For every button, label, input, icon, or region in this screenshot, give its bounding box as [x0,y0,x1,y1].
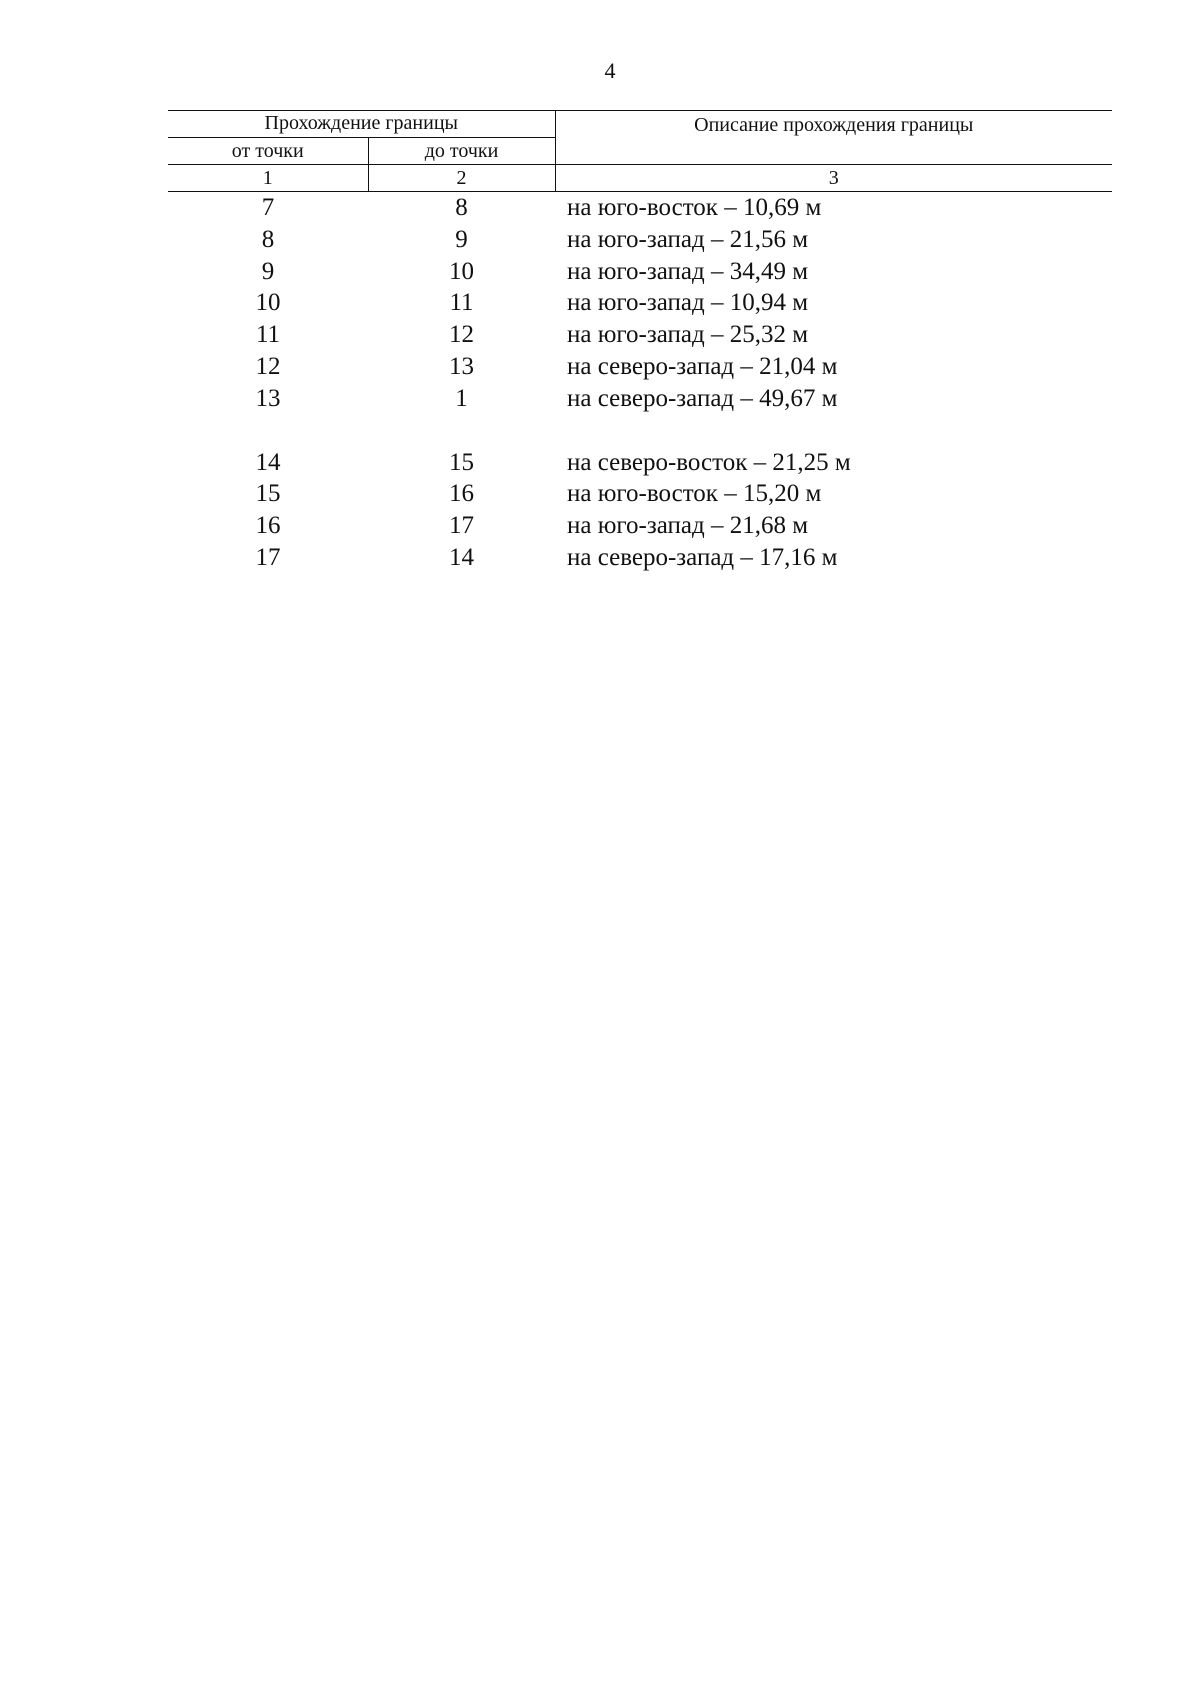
cell-from-point: 8 [261,225,275,253]
table-header [168,111,1112,192]
header-to-point: до точки [424,140,499,162]
table-row [168,256,1112,288]
cell-from-point: 16 [255,512,281,540]
cell-to-point: 17 [449,512,474,540]
header-column-number-1: 1 [168,165,368,192]
cell-to-point: 14 [449,543,474,571]
cell-description: на юго-запад – 21,56 м [567,225,809,253]
cell-description: на северо-запад – 17,16 м [567,543,838,571]
table-row [168,224,1112,256]
cell-from-point: 11 [255,321,281,349]
cell-to-point: 9 [455,225,468,253]
cell-description: на юго-запад – 34,49 м [567,257,809,285]
cell-to-point: 16 [449,480,474,508]
header-boundary-description: Описание прохождения границы [555,111,1112,165]
cell-from-point: 14 [255,448,281,476]
spacer-cell [168,415,368,447]
cell-description: на северо-запад – 21,04 м [567,352,838,380]
table-body [168,192,1112,574]
header-from-point: от точки [168,138,368,165]
spacer-cell [368,415,555,447]
table-spacer-row [168,415,1112,447]
cell-description: на юго-запад – 21,68 м [567,512,809,540]
table-row [168,478,1112,510]
cell-from-point: 17 [255,543,281,571]
cell-description: на юго-восток – 10,69 м [567,194,822,221]
cell-to-point: 1 [455,384,468,412]
cell-to-point: 10 [449,257,474,285]
page-number: 4 [604,58,616,83]
table-row [168,510,1112,542]
cell-to-point: 13 [449,352,474,380]
table-row [168,383,1112,415]
cell-from-point: 13 [255,384,281,412]
cell-to-point: 11 [449,289,474,317]
cell-from-point: 15 [255,480,281,508]
header-boundary-passage: Прохождение границы [168,111,555,138]
header-column-number-2: 2 [368,165,555,192]
table-row [168,287,1112,319]
cell-to-point: 8 [455,194,468,221]
table-row [168,351,1112,383]
cell-to-point: 12 [449,321,474,349]
cell-from-point: 10 [255,289,281,317]
cell-description: на юго-запад – 10,94 м [567,289,809,317]
cell-description: на северо-восток – 21,25 м [567,448,851,476]
table-row [168,542,1112,574]
cell-description: на юго-восток – 15,20 м [567,480,822,508]
cell-to-point: 15 [449,448,474,476]
cell-from-point: 9 [261,257,275,285]
table-row [168,319,1112,351]
table-row [168,192,1112,224]
cell-description: на северо-запад – 49,67 м [567,384,838,412]
cell-from-point: 7 [261,194,275,221]
header-column-number-3: 3 [555,165,1112,192]
boundary-table [168,110,1112,574]
spacer-cell [555,415,1112,447]
table-row [168,447,1112,479]
cell-description: на юго-запад – 25,32 м [567,321,809,349]
cell-from-point: 12 [255,352,281,380]
